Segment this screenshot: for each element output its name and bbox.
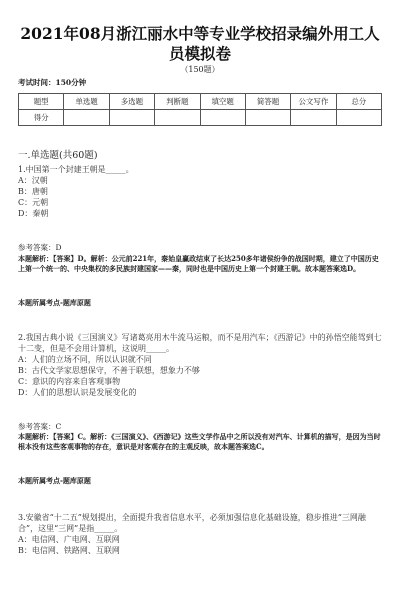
exam-time: 考试时间：150分钟 <box>18 78 87 87</box>
score-cell <box>245 110 290 126</box>
question-3 <box>18 512 382 556</box>
score-header-cell: 公文写作 <box>291 94 336 110</box>
question-2 <box>18 332 382 398</box>
answer-key: 参考答案：C <box>18 421 62 431</box>
score-header-cell: 单选题 <box>64 94 109 110</box>
score-header-cell: 总分 <box>336 94 381 110</box>
option-c: C：意识的内容来自客观事物 <box>18 376 121 386</box>
option-d: D：秦朝 <box>18 209 49 218</box>
question-1 <box>18 164 382 219</box>
score-header-cell: 题型 <box>19 94 64 110</box>
score-cell <box>109 110 154 126</box>
option-b: B：古代文学家思想保守，不善于联想，想象力不够 <box>18 365 200 375</box>
score-cell <box>155 110 200 126</box>
option-b: B：电信网、铁路网、互联网 <box>18 546 120 555</box>
question-source: 本题所属考点-题库原题 <box>18 476 91 485</box>
document-page <box>0 24 400 590</box>
question-count: （150题） <box>180 65 220 74</box>
option-a: A：人们的立场不同，所以认识就不同 <box>18 354 152 364</box>
option-b: B：唐朝 <box>18 187 48 196</box>
question-stem: 1.中国第一个封建王朝是_____。 <box>18 165 134 174</box>
option-a: A：电信网、广电网、互联网 <box>18 535 120 544</box>
score-cell <box>291 110 336 126</box>
score-header-cell: 填空题 <box>200 94 245 110</box>
score-header-cell: 判断题 <box>155 94 200 110</box>
score-table-header-row <box>19 94 382 110</box>
score-cell <box>64 110 109 126</box>
question-stem: 2.我国古典小说《三国演义》写诸葛亮用木牛流马运粮，而不是用汽车；《西游记》中的孙悟空能驾到七十二变，但是不会用计算机，这说明_____。 <box>18 332 382 353</box>
score-table-score-row <box>19 110 382 126</box>
answer-key: 参考答案：D <box>18 243 62 252</box>
answer-explanation: 本题解析：【答案】D。解析：公元前221年，秦始皇赢政结束了长达250多年诸侯纷争的战国时期，建立了中国历史上第一个统一的、中央集权的多民族封建国家——秦，同时也是中国历史上第一个封建王朝。故本题答案选D。 <box>18 253 379 273</box>
question-source: 本题所属考点-题库原题 <box>18 297 91 307</box>
score-row-label: 得分 <box>19 110 64 126</box>
answer-explanation: 本题解析：【答案】C。解析：《三国演义》、《西游记》这些文学作品中之所以没有对汽车、计算机的描写，是因为当时根本没有这些客观事物的存在，意识是对客观存在的主观反映，故本题答案选C。 <box>18 432 381 451</box>
score-cell <box>200 110 245 126</box>
score-cell <box>336 110 381 126</box>
option-a: A：汉朝 <box>18 176 48 185</box>
score-table <box>18 93 382 126</box>
title-line-1: 2021年08月浙江丽水中等专业学校招录编外用工人 <box>20 24 380 43</box>
score-header-cell: 多选题 <box>109 94 154 110</box>
title-line-2: 员模拟卷 <box>168 44 231 63</box>
section-heading: 一.单选题(共60题) <box>18 150 98 161</box>
option-d: D：人们的思想认识是发展变化的 <box>18 387 137 397</box>
option-c: C：元朝 <box>18 198 49 207</box>
score-header-cell: 简答题 <box>245 94 290 110</box>
question-stem: 3.安徽省“十二五”规划提出，全面提升我省信息水平，必须加强信息化基础设施，稳步推进“三网融合”，这里“三网”是指_____。 <box>18 513 366 533</box>
document-title <box>18 24 382 64</box>
